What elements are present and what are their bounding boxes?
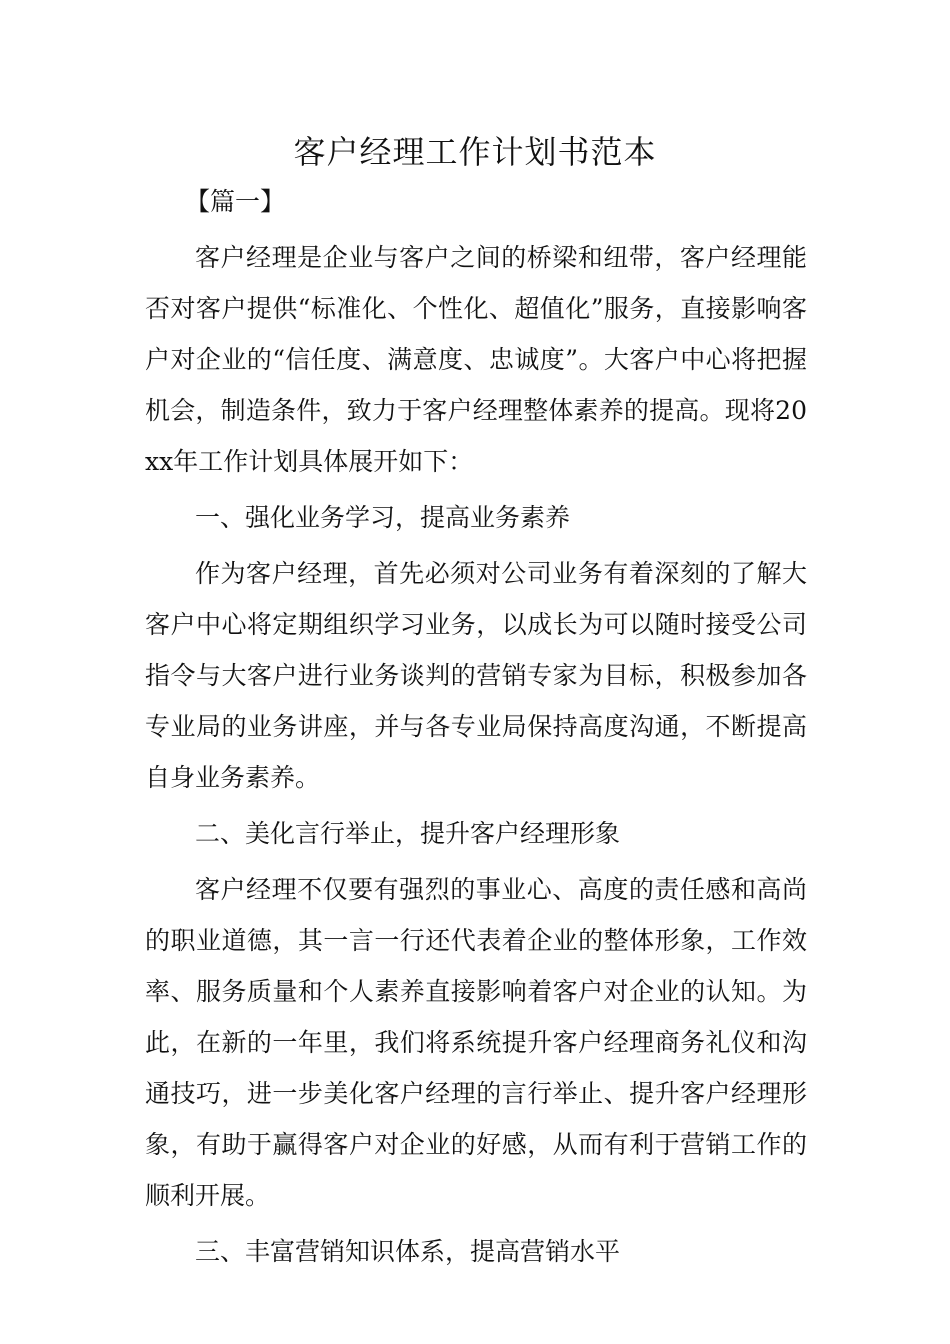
paragraph-two: 客户经理不仅要有强烈的事业心、高度的责任感和高尚的职业道德，其一言一行还代表着企业的整体形象，工作效率、服务质量和个人素养直接影响着客户对企业的认知。为此，在新的一年里，我们将系统提升客户经理商务礼仪和沟通技巧，进一步美化客户经理的言行举止、提升客户经理形象，有助于赢得客户对企业的好感，从而有利于营销工作的顺利开展。 (145, 875, 807, 1210)
heading-two: 二、美化言行举止，提升客户经理形象 (195, 819, 621, 848)
heading-three: 三、丰富营销知识体系，提高营销水平 (195, 1237, 621, 1266)
intro-paragraph: 客户经理是企业与客户之间的桥梁和纽带，客户经理能否对客户提供“标准化、个性化、超值化”服务，直接影响客户对企业的“信任度、满意度、忠诚度”。大客户中心将把握机会，制造条件，致力于客户经理整体素养的提高。现将20xx年工作计划具体展开如下： (145, 243, 807, 476)
heading-one: 一、强化业务学习，提高业务素养 (195, 503, 571, 532)
document-title: 客户经理工作计划书范本 (293, 133, 657, 171)
document-body (145, 176, 807, 1282)
section-label: 【篇一】 (185, 187, 286, 216)
paragraph-one: 作为客户经理，首先必须对公司业务有着深刻的了解大客户中心将定期组织学习业务，以成长为可以随时接受公司指令与大客户进行业务谈判的营销专家为目标，积极参加各专业局的业务讲座，并与各专业局保持高度沟通，不断提高自身业务素养。 (145, 559, 807, 792)
